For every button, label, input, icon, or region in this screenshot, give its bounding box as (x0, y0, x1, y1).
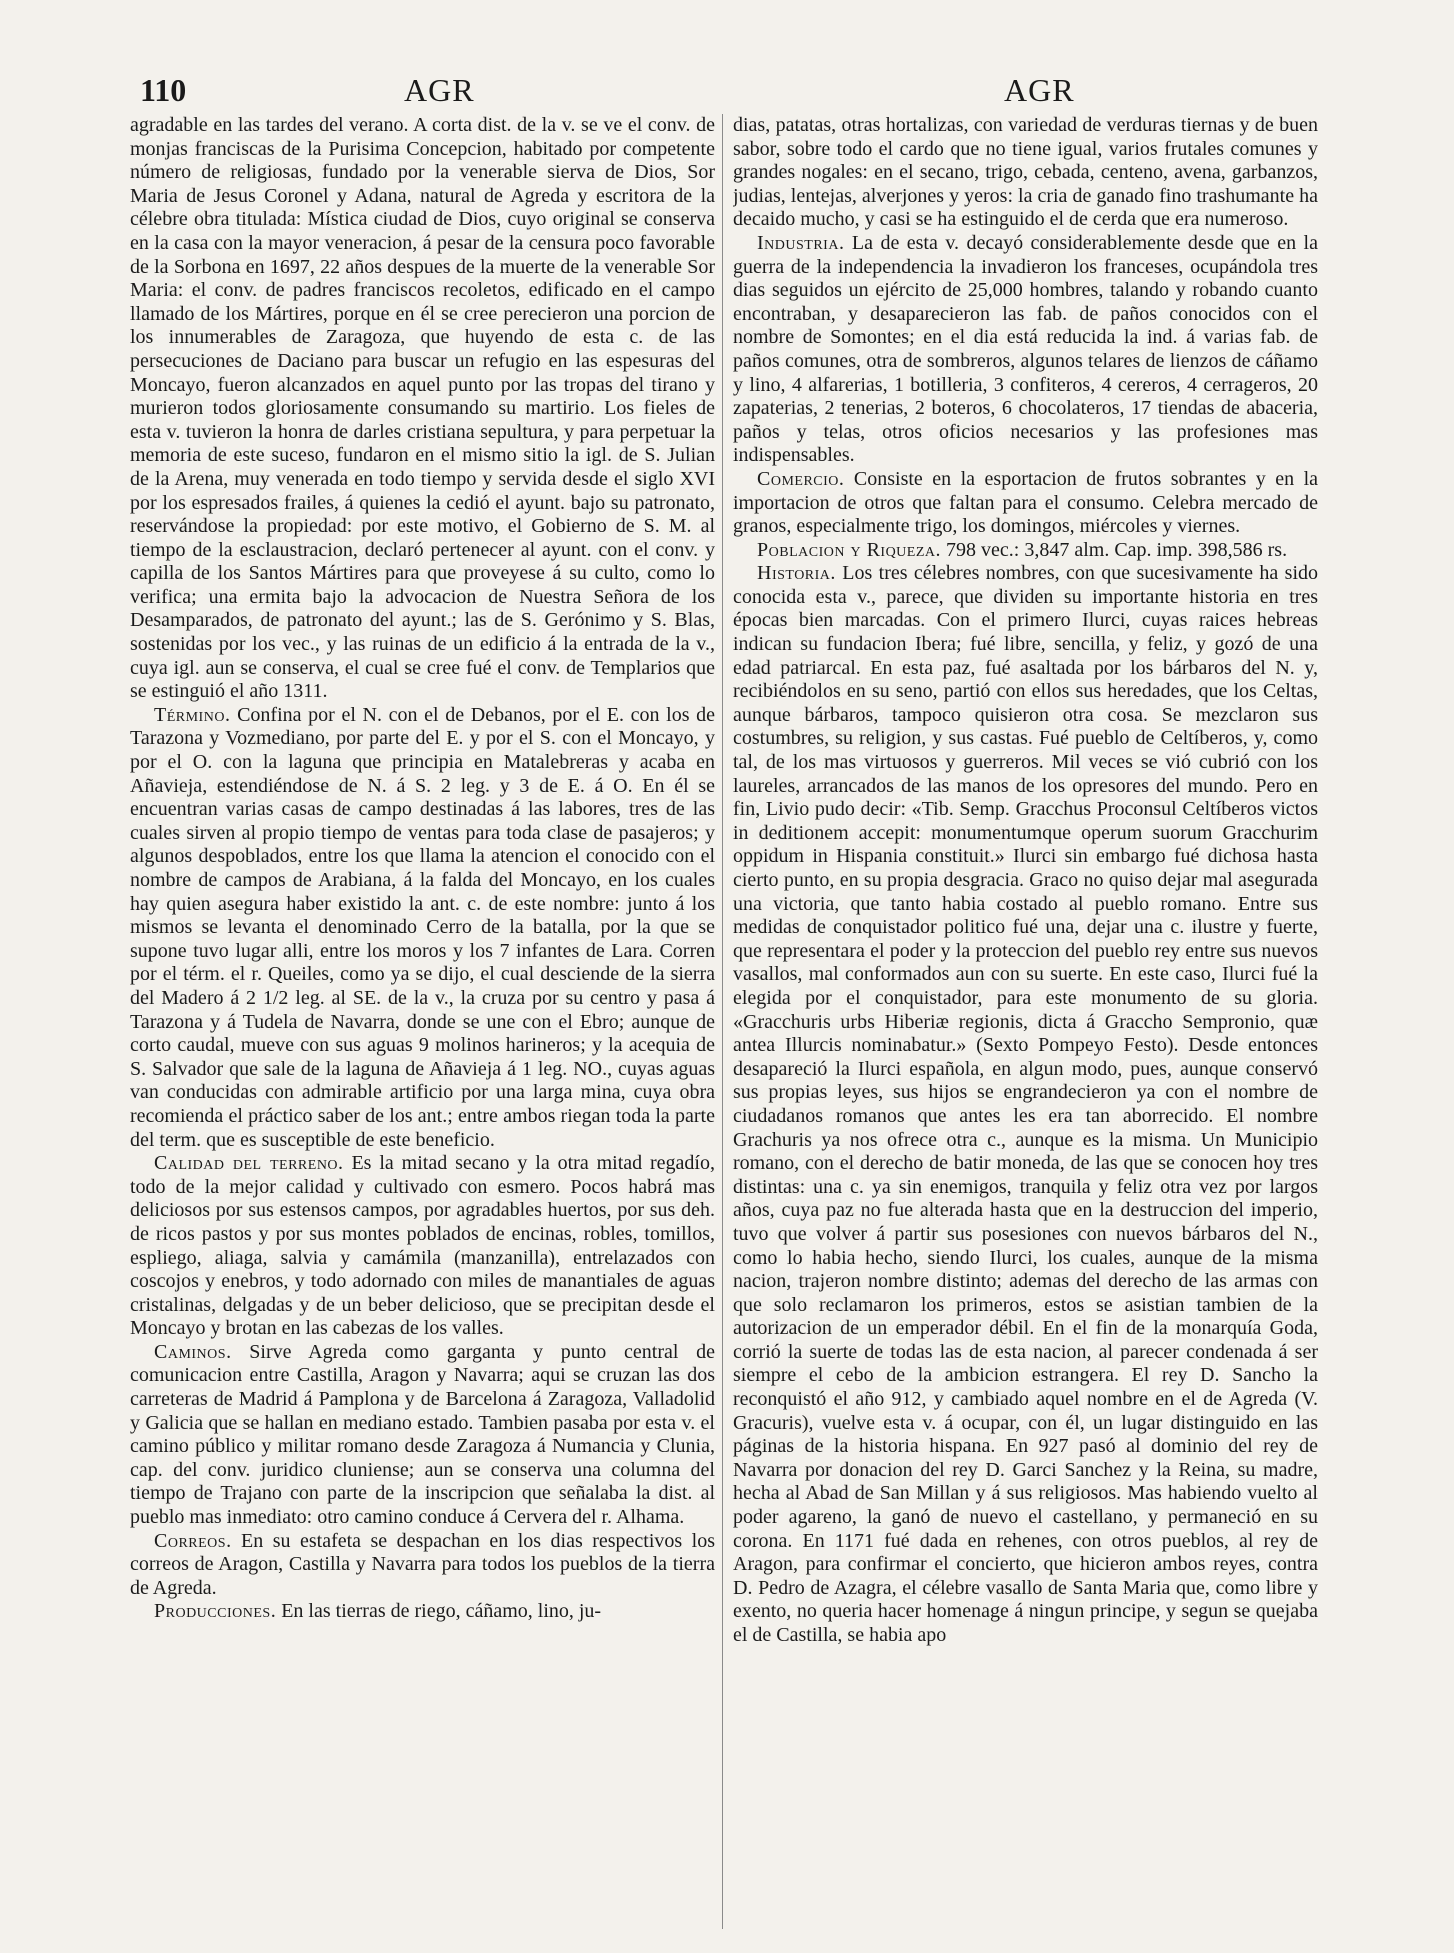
column-divider (722, 114, 723, 1929)
paragraph-text: La de esta v. decayó considerablemente desde que en la guerra de la independencia la invadieron los franceses, ocupándola tres dias seguidos un ejército de 25,000 hombres, talando y robando cuanto encontraban, y desaparecieron las fab. de paños conocidos con el nombre de Somontes; en el dia está reducida la ind. á varias fab. de paños comunes, otra de sombreros, algunos telares de lienzos de cáñamo y lino, 4 alfarerias, 1 botilleria, 3 confiteros, 4 cereros, 4 cerrageros, 20 zapaterias, 2 tenerias, 2 boteros, 6 chocolateros, 17 tiendas de abaceria, paños y telas, otros oficios necesarios y las profesiones mas indispensables. (733, 231, 1318, 467)
paragraph-text: Confina por el N. con el de Debanos, por el E. con los de Tarazona y Vozmediano, por parte del E. y por el S. con el Moncayo, y por el O. con la laguna que principia en Matalebreras y acaba en Añavieja, estendiéndose de N. á S. 2 leg. y 3 de E. á O. En él se encuentran varias casas de campo destinadas á las labores, tres de las cuales sirven al propio tiempo de ventas para toda clase de pasajeros; y algunos despoblados, entre los que llama la atencion el conocido con el nombre de campos de Arabiana, á la falda del Moncayo, en los cuales hay quien asegura haber existido la ant. c. de este nombre: junto á los mismos se levanta el denominado Cerro de la batalla, por la que se supone tuvo lugar alli, entre los moros y los 7 infantes de Lara. Corren por el térm. el r. Queiles, como ya se dijo, el cual desciende de la sierra del Madero á 2 1/2 leg. al SE. de la v., la cruza por su centro y pasa á Tarazona y á Tudela de Navarra, donde se une con el Ebro; aunque de corto caudal, mueve con sus aguas 9 molinos harineros; y la acequia de S. Salvador que sale de la laguna de Añavieja á 1 leg. NO., cuyas aguas van conducidas con admirable artificio por una larga mina, cuya obra recomienda el práctico saber de los ant.; entre ambos riegan toda la parte del term. que es susceptible de este beneficio. (130, 703, 715, 1151)
section-heading: Producciones. (154, 1600, 277, 1623)
paragraph-text: Sirve Agreda como garganta y punto central de comunicacion entre Castilla, Aragon y Navarra; aqui se cruzan las dos carreteras de Madrid á Pamplona y de Barcelona á Zaragoza, Valladolid y Galicia que se hallan en mediano estado. Tambien pasaba por esta v. el camino público y militar romano desde Zaragoza á Numancia y Clunia, cap. del conv. juridico cluniense; aun se conserva una columna del tiempo de Trajano con parte de la inscripcion que señalaba la dist. al pueblo mas inmediato: otro camino conduce á Cervera del r. Alhama. (130, 1340, 715, 1529)
paragraph (130, 704, 715, 1152)
paragraph (130, 1600, 715, 1624)
paragraph (733, 232, 1318, 468)
section-heading: Industria. (757, 231, 845, 254)
paragraph (733, 562, 1318, 1647)
paragraph-text: Consiste en la esportacion de frutos sobrantes y en la importacion de otros que faltan para el consumo. Celebra mercado de granos, especialmente trigo, los domingos, miércoles y viernes. (733, 467, 1318, 538)
paragraph-text: Es la mitad secano y la otra mitad regadío, todo de la mejor calidad y cultivado con esmero. Pocos habrá mas deliciosos por sus estensos campos, por agradables huertos, por sus deh. de ricos pastos y por sus montes poblados de encinas, robles, tomillos, espliego, aliaga, salvia y camámila (manzanilla), entrelazados con coscojos y enebros, y todo adornado con miles de manantiales de aguas cristalinas, delgadas y de un beber delicioso, que se precipitan desde el Moncayo y brotan en las cabezas de los valles. (130, 1152, 715, 1340)
running-head-right: AGR (1004, 72, 1075, 108)
paragraph-text: 798 vec.: 3,847 alm. Cap. imp. 398,586 rs. (946, 538, 1288, 561)
paragraph (733, 468, 1318, 539)
paragraph-text: dias, patatas, otras hortalizas, con variedad de verduras tiernas y de buen sabor, sobre todo el cardo que no tiene igual, varios frutales comunes y grandes nogales: en el secano, trigo, cebada, centeno, avena, garbanzos, judias, lentejas, alverjones y yeros: la cria de ganado fino trashumante ha decaido mucho, y casi se ha estinguido el de cerda que era numeroso. (733, 114, 1318, 231)
paragraph (130, 1152, 715, 1341)
section-heading: Historia. (757, 562, 836, 585)
paragraph (733, 114, 1318, 232)
section-heading: Término. (154, 703, 231, 726)
paragraph (130, 114, 715, 704)
section-heading: Poblacion y Riqueza. (757, 538, 942, 561)
section-heading: Calidad del terreno. (154, 1152, 344, 1175)
paragraph-text: agradable en las tardes del verano. A corta dist. de la v. se ve el conv. de monjas franciscas de la Purisima Concepcion, habitado por competente número de religiosas, fundado por la venerable sierva de Dios, Sor Maria de Jesus Coronel y Adana, natural de Agreda y escritora de la célebre obra titulada: Mística ciudad de Dios, cuyo original se conserva en la casa con la mayor veneracion, á pesar de la censura poco favorable de la Sorbona en 1697, 22 años despues de la muerte de la venerable Sor Maria: el conv. de padres franciscos recoletos, edificado en el campo llamado de los Mártires, porque en él se cree perecieron una porcion de los innumerables de Zaragoza, que huyendo de esta c. de las persecuciones de Daciano para buscar un refugio en las espesuras del Moncayo, fueron alcanzados en aquel punto por las tropas del tirano y murieron todos gloriosamente consumando su martirio. Los fieles de esta v. tuvieron la honra de darles cristiana sepultura, y para perpetuar la memoria de este suceso, fundaron en el mismo sitio la igl. de S. Julian de la Arena, muy venerada en todo tiempo y servida desde el siglo XVI por los espresados frailes, á quienes la cedió el ayunt. bajo su patronato, reservándose la propiedad: por este motivo, el Gobierno de S. M. al tiempo de la esclaustracion, declaró pertenecer al ayunt. con el conv. y capilla de los Santos Mártires para que proveyese á su culto, como lo verifica; una ermita bajo la advocacion de Nuestra Señora de los Desamparados, de patronato del ayunt.; las de S. Gerónimo y S. Blas, sostenidas por los vec., y las ruinas de un edificio á la entrada de la v., cuya igl. aun se conserva, el cual se cree fué el conv. de Templarios que se estinguió el año 1311. (130, 114, 715, 703)
paragraph-text: En las tierras de riego, cáñamo, lino, ju- (281, 1600, 602, 1623)
running-head-left: AGR (404, 72, 475, 108)
page-number: 110 (140, 72, 187, 108)
left-column (130, 114, 715, 1934)
section-heading: Correos. (154, 1529, 232, 1552)
section-heading: Comercio. (757, 467, 845, 490)
paragraph (733, 539, 1318, 563)
paragraph-text: Los tres célebres nombres, con que sucesivamente ha sido conocida esta v., parece, que dividen su importante historia en tres épocas bien marcadas. Con el primero Ilurci, cuyas raices hebreas indican su fundacion Ibera; fué libre, sencilla, y feliz, y gozó de una edad patriarcal. En esta paz, fué asaltada por los bárbaros del N. y, recibiéndolos en su seno, partió con ellos sus heredades, que los Celtas, aunque bárbaros, tampoco quisieron otra cosa. Se mezclaron sus costumbres, su religion, y sus castas. Fué pueblo de Celtíberos, y, como tal, de los mas virtuosos y guerreros. Mil veces se vió cubrió con los laureles, arrancados de las manos de los opresores del mundo. Pero en fin, Livio pudo decir: «Tib. Semp. Gracchus Proconsul Celtíberos victos in deditionem accepit: monumentumque operum suorum Gracchurim oppidum in Hispania constituit.» Ilurci sin embargo fué dichosa hasta cierto punto, en su propia desgracia. Graco no quiso dejar mal asegurada una victoria, que tanto habia costado al pueblo romano. Entre sus medidas de conquistador politico fué una, dejar una c. ilustre y fuerte, que representara el poder y la proteccion del pueblo rey entre sus nuevos vasallos, mal conformados aun con su suerte. En este caso, Ilurci fué la elegida por el conquistador, para este monumento de su gloria. «Gracchuris urbs Hiberiæ regionis, dicta á Graccho Sempronio, quæ antea Illurcis nominabatur.» (Sexto Pompeyo Festo). Desde entonces desapareció la Ilurci española, en algun modo, pues, aunque conservó sus propias leyes, sus hijos se engrandecieron ya con el nombre de ciudadanos romanos que antes les era tan aborrecido. El nombre Grachuris ya nos ofrece otra c., aunque es la misma. Un Municipio romano, con el derecho de batir moneda, de las que se conocen hoy tres distintas: una c. ya sin enemigos, tranquila y feliz otra vez por largos años, cuya paz no fue alterada hasta que en la destruccion del imperio, tuvo que volver á partir sus posesiones con nuevos bárbaros del N., como lo habia hecho, siendo Ilurci, los cuales, aunque de la misma nacion, trajeron nombre distinto; ademas del derecho de las armas con que solo reclamaron los primeros, estos se asistian tambien de la autorizacion de un emperador débil. En el fin de la monarquía Goda, corrió la suerte de todas las de esta nacion, al parecer condenada á ser siempre el cebo de la ambicion estrangera. El rey D. Sancho la reconquistó el año 912, y cambiado aquel nombre en el de Agreda (V. Gracuris), vuelve esta v. á ocupar, con él, un lugar distinguido en las páginas de la historia hispana. En 927 pasó al dominio del rey de Navarra por donacion del rey D. Garci Sanchez y la Reina, su madre, hecha al Abad de San Millan y á sus religiosos. Mas habiendo vuelto al poder agareno, la ganó de nuevo el castellano, y permaneció en su corona. En 1171 fué dada en rehenes, con otros pueblos, al rey de Aragon, para confirmar el concierto, que hicieron ambos reyes, contra D. Pedro de Azagra, el célebre vasallo de Santa Maria que, como libre y exento, no queria hacer homenage á ningun principe, y segun se quejaba el de Castilla, se habia apo (733, 562, 1318, 1646)
right-column (733, 114, 1318, 1934)
paragraph (130, 1530, 715, 1601)
paragraph-text: En su estafeta se despachan en los dias respectivos los correos de Aragon, Castilla y Navarra para todos los pueblos de la tierra de Agreda. (130, 1529, 715, 1599)
paragraph (130, 1341, 715, 1530)
section-heading: Caminos. (154, 1340, 232, 1363)
